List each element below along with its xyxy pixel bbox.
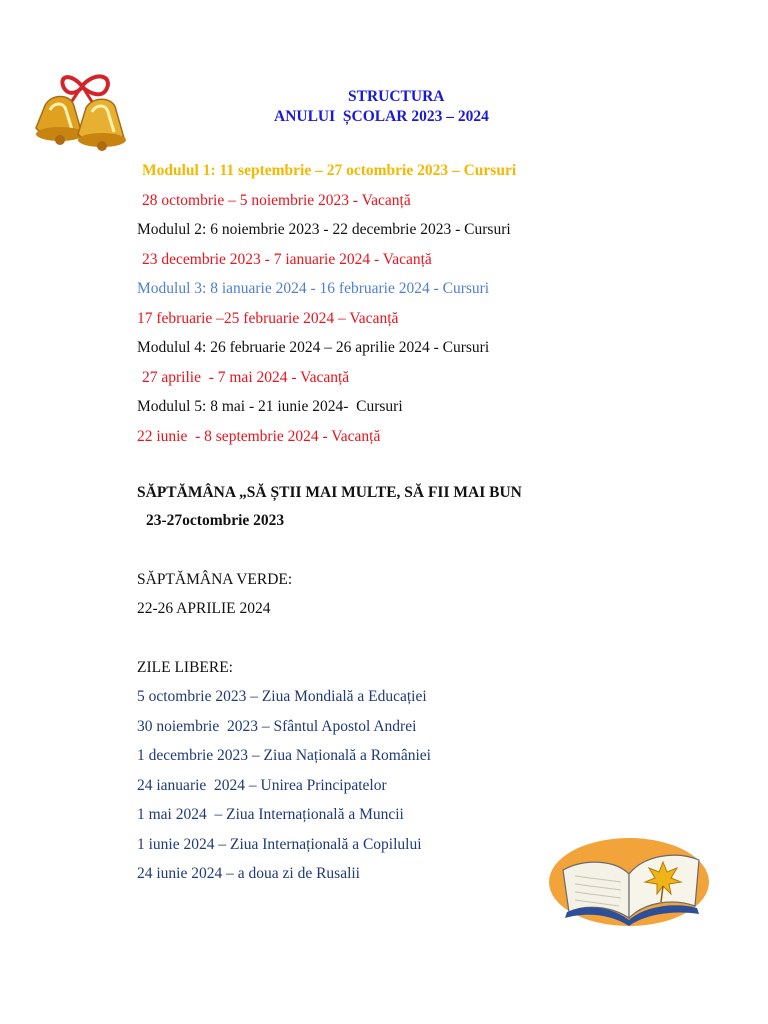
vacanta-2-line: 23 decembrie 2023 - 7 ianuarie 2024 - Vacanță [142,251,432,268]
document-title-line1: STRUCTURA [348,88,445,105]
zi-libera-item: 5 octombrie 2023 – Ziua Mondială a Educației [137,688,427,705]
saptamana-verde-heading: SĂPTĂMÂNA VERDE: [137,571,293,588]
modul-5-line: Modulul 5: 8 mai - 21 iunie 2024- Cursuri [137,398,403,415]
zi-libera-item: 24 iunie 2024 – a doua zi de Rusalii [137,865,360,882]
vacanta-5-line: 22 iunie - 8 septembrie 2024 - Vacanță [137,428,381,445]
open-book-icon [545,830,713,930]
saptamana-sa-stii-heading: SĂPTĂMÂNA „SĂ ȘTII MAI MULTE, SĂ FII MAI BUN [137,484,522,501]
modul-3-line: Modulul 3: 8 ianuarie 2024 - 16 februarie 2024 - Cursuri [137,280,490,297]
vacanta-3-line: 17 februarie –25 februarie 2024 – Vacanță [137,310,399,327]
vacanta-1-line: 28 octombrie – 5 noiembrie 2023 - Vacanță [142,192,411,209]
zi-libera-item: 30 noiembrie 2023 – Sfântul Apostol Andrei [137,718,417,735]
vacanta-4-line: 27 aprilie - 7 mai 2024 - Vacanță [142,369,350,386]
modul-2-line: Modulul 2: 6 noiembrie 2023 - 22 decembrie 2023 - Cursuri [137,221,511,238]
zi-libera-item: 1 iunie 2024 – Ziua Internațională a Copilului [137,836,422,853]
document-title-line2: ANULUI ȘCOLAR 2023 – 2024 [274,108,489,125]
zi-libera-item: 24 ianuarie 2024 – Unirea Principatelor [137,777,387,794]
modul-1-line: Modulul 1: 11 septembrie – 27 octombrie 2023 – Cursuri [142,162,517,179]
saptamana-verde-dates: 22-26 APRILIE 2024 [137,600,271,617]
modul-4-line: Modulul 4: 26 februarie 2024 – 26 aprilie 2024 - Cursuri [137,339,490,356]
saptamana-sa-stii-dates: 23-27octombrie 2023 [146,512,285,529]
zi-libera-item: 1 mai 2024 – Ziua Internațională a Muncii [137,806,404,823]
zile-libere-heading: ZILE LIBERE: [137,659,233,676]
bells-icon [30,68,135,160]
zi-libera-item: 1 decembrie 2023 – Ziua Națională a României [137,747,431,764]
